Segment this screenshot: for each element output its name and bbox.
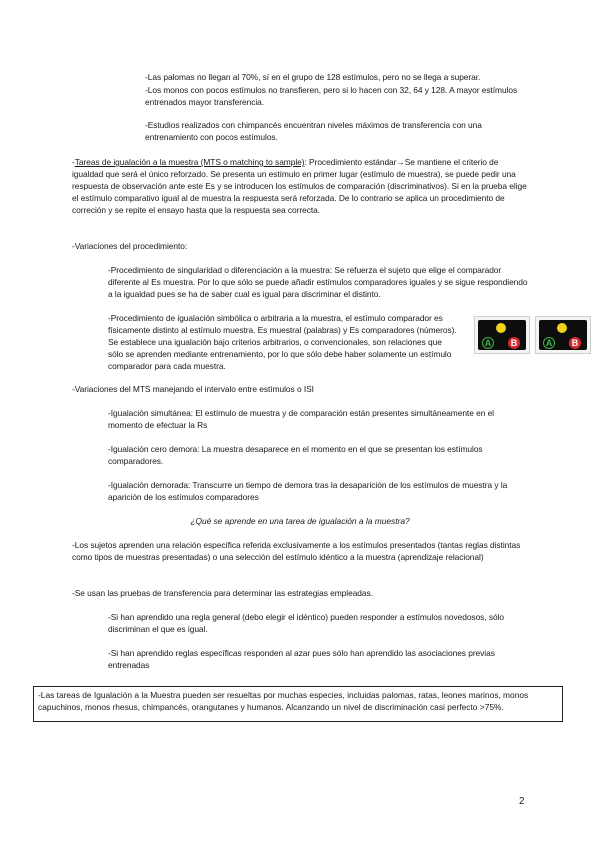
variacion-simbolica: -Procedimiento de igualación simbólica o arbitraria a la muestra, el estímulo comparador es físicamente distinto al estímulo muestra. Es muestral (palabras) y Es comparadores (números). Se establece una igualación bajo criterios arbitrarios, o convencionales, son relaciones que sólo se aprenden mediante entrenamiento, por lo que sólo debe haber solamente un estímulo comparador para cada muestra. [108,313,457,371]
sample-stimulus-icon [557,323,567,333]
isi-cero-demora: -Igualación cero demora: La muestra desaparece en el momento en el que se presentan los estímulos comparadores. [108,444,483,466]
comparison-a-icon: A [482,337,494,349]
variaciones-heading: -Variaciones del procedimiento: [72,241,188,251]
variacion-singularidad: -Procedimiento de singularidad o diferenciación a la muestra: Se refuerza el sujeto que elige el comparador diferente al Es muestra. Por lo que sólo se puede añadir estímulos comparadores iguales y se sigue respondiendo a la igualdad pues se ha de saber cual es igual para discriminar el distinto. [108,265,528,299]
sample-stimulus-icon [496,323,506,333]
intro-chimpances: -Estudios realizados con chimpancés encuentran niveles máximos de transferencia con una entrenamiento con pocos estímulos. [145,120,482,142]
intro-palomas: -Las palomas no llegan al 70%, sí en el grupo de 128 estímulos, pero no se llega a superar. [145,72,481,82]
aprende-relacion: -Los sujetos aprenden una relación específica referida exclusivamente a los estímulos presentados (tantas reglas distintas como tipos de muestras presentadas) o una selección del estímulo idéntico a la muestra (aprendizaje relacional) [72,540,521,562]
isi-heading: -Variaciones del MTS manejando el intervalo entre estímulos o ISI [72,384,314,394]
comparison-b-icon: B [569,337,581,349]
mts-figure-2 [535,316,591,354]
comparison-a-icon: A [543,337,555,349]
species-note-box: -Las tareas de Igualación a la Muestra pueden ser resueltas por muchas especies, incluidas palomas, ratas, leones marinos, monos capuchinos, monos rhesus, chimpancés, orangutanes y humanos. Alcanzando un nivel de discriminación casi perfecto >75%. [33,686,563,722]
comparison-b-icon: B [508,337,520,349]
aprende-transferencia: -Se usan las pruebas de transferencia para determinar las estrategias empleadas. [72,588,373,598]
isi-simultanea: -Igualación simultánea: El estímulo de muestra y de comparación están presentes simultáneamente en el momento de efectuar la Rs [108,408,494,430]
mts-paragraph [72,156,527,216]
question-heading: ¿Qué se aprende en una tarea de igualación a la muestra? [190,516,410,526]
aprende-reglas-especificas: -Si han aprendido reglas específicas responden al azar pues sólo han aprendido las asociaciones previas entrenadas [108,648,495,670]
page-number: 2 [519,796,525,807]
mts-prefix: - [72,157,75,167]
aprende-regla-general: -Si han aprendido una regla general (debo elegir el idéntico) pueden responder a estímulos novedosos, sólo discriminan el que es igual. [108,612,505,634]
mts-term: Tareas de igualación a la muestra (MTS o matching to sample) [74,157,305,167]
mts-text: : Procedimiento estándar→Se mantiene el criterio de igualdad que será el único reforzado. Se presenta un estímulo en primer lugar (estímulo de muestra), se puede pedir una respuesta de observación ante este Es y se introducen los estímulos de comparación (discriminativos). Si en la prueba elige el estímulo comparativo igual al de muestra la respuesta será reforzada. De lo contrario se aplica un procedimiento de correción y se repite el ensayo hasta que la respuesta sea correcta. [72,157,527,215]
intro-monos: -Los monos con pocos estímulos no transfieren, pero si lo hacen con 32, 64 y 128. A mayor estímulos entrenados mayor transferencia. [145,85,518,107]
mts-figure-1 [474,316,530,354]
isi-demorada: -Igualación demorada: Transcurre un tiempo de demora tras la desaparición de los estímulos de muestra y la aparición de los estímulos comparadores [108,480,508,502]
